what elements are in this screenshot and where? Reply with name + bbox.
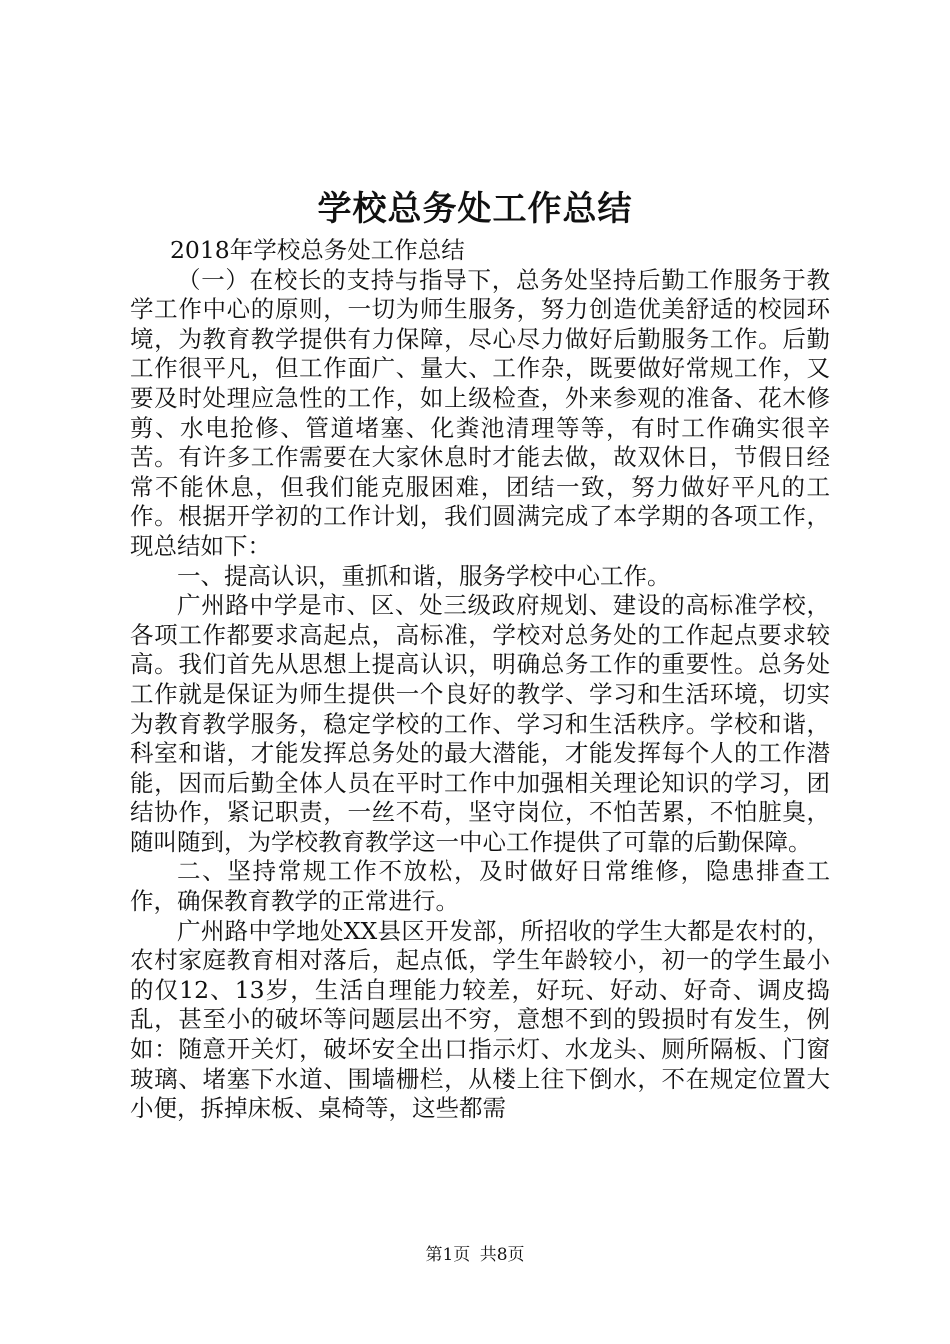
intro-paragraph: （一）在校长的支持与指导下，总务处坚持后勤工作服务于教学工作中心的原则，一切为师生服务，努力创造优美舒适的校园环境，为教育教学提供有力保障，尽心尽力做好后勤服务工作。后勤工作很平凡，但工作面广、量大、工作杂，既要做好常规工作，又要及时处理应急性的工作，如上级检查，外来参观的准备、花木修剪、水电抢修、管道堵塞、化粪池清理等等，有时工作确实很辛苦。有许多工作需要在大家休息时才能去做，故双休日，节假日经常不能休息，但我们能克服困难，团结一致，努力做好平凡的工作。根据开学初的工作计划，我们圆满完成了本学期的各项工作，现总结如下： (130, 265, 830, 560)
page-footer (0, 1244, 950, 1266)
document-title: 学校总务处工作总结 (317, 189, 633, 229)
page-number: 第1页 (425, 1245, 471, 1265)
subtitle-paragraph: 2018年学校总务处工作总结 (169, 236, 465, 264)
section-heading-1: 一、提高认识，重抓和谐，服务学校中心工作。 (177, 561, 671, 590)
page-total: 共8页 (479, 1245, 525, 1265)
document-body (130, 236, 830, 1124)
body-paragraph: 广州路中学地处XX县区开发部，所招收的学生大都是农村的，农村家庭教育相对落后，起点低，学生年龄较小，初一的学生最小的仅12、13岁，生活自理能力较差，好玩、好动、好奇、调皮捣乱，甚至小的破坏等问题层出不穷，意想不到的毁损时有发生，例如：随意开关灯，破坏安全出口指示灯、水龙头、厕所隔板、门窗玻璃、堵塞下水道、围墙栅栏，从楼上往下倒水，不在规定位置大小便，拆掉床板、桌椅等，这些都需 (130, 916, 830, 1123)
section-heading-2: 二、坚持常规工作不放松，及时做好日常维修，隐患排查工作，确保教育教学的正常进行。 (130, 857, 830, 916)
body-paragraph: 广州路中学是市、区、处三级政府规划、建设的高标准学校，各项工作都要求高起点，高标准，学校对总务处的工作起点要求较高。我们首先从思想上提高认识，明确总务工作的重要性。总务处工作就是保证为师生提供一个良好的教学、学习和生活环境，切实为教育教学服务，稳定学校的工作、学习和生活秩序。学校和谐，科室和谐，才能发挥总务处的最大潜能，才能发挥每个人的工作潜能，因而后勤全体人员在平时工作中加强相关理论知识的学习，团结协作，紧记职责，一丝不苟，坚守岗位，不怕苦累，不怕脏臭，随叫随到，为学校教育教学这一中心工作提供了可靠的后勤保障。 (130, 591, 830, 856)
